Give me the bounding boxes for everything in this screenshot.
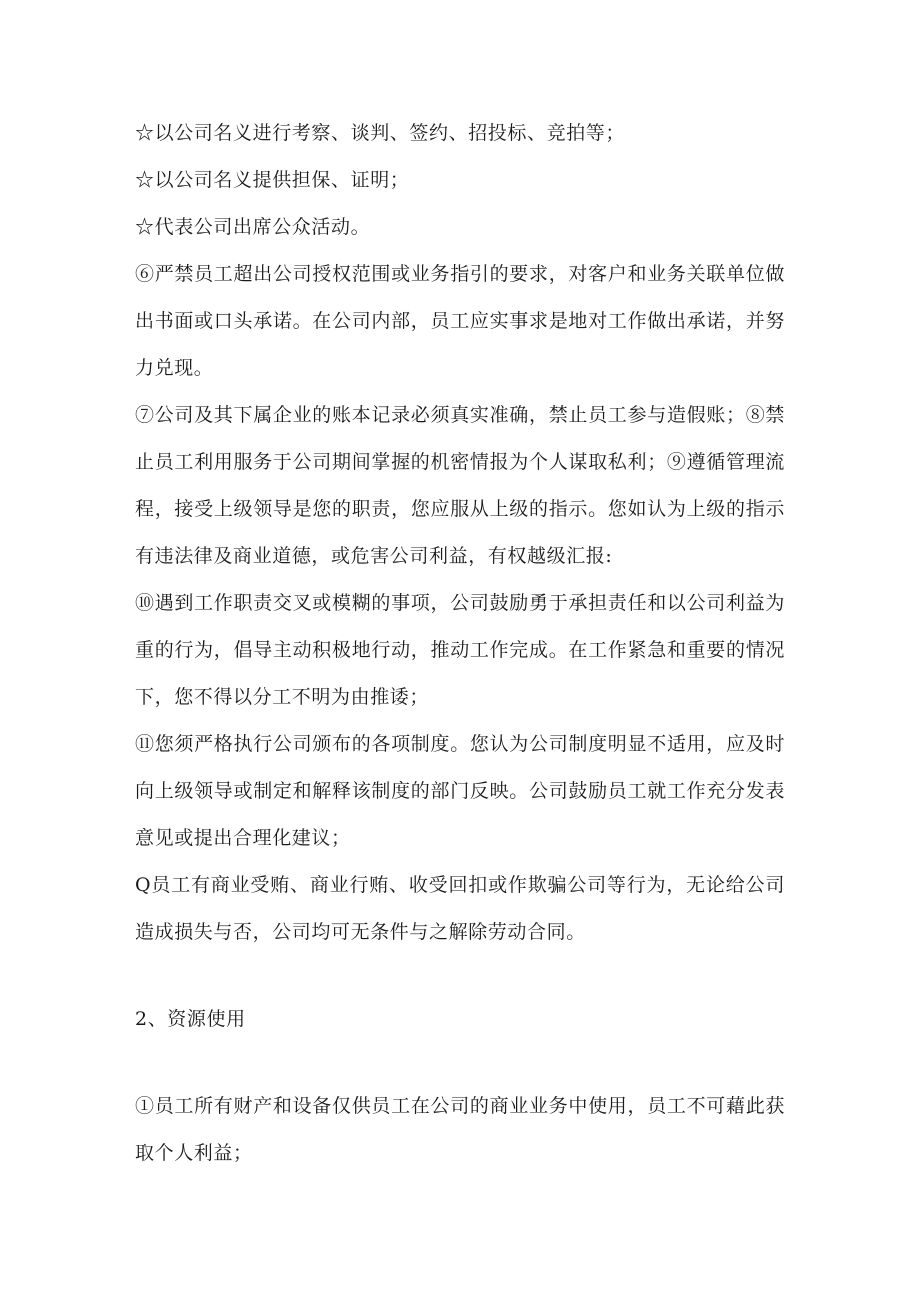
- paragraph-item-1: ☆以公司名义进行考察、谈判、签约、招投标、竞拍等；: [135, 122, 626, 144]
- paragraph-11-regulations: ⑪您须严格执行公司颁布的各项制度。您认为公司制度明显不适用，应及时向上级领导或制定和解释该制度的部门反映。公司鼓励员工就工作充分发表意见或提出合理化建议；: [135, 733, 785, 849]
- paragraph-10-responsibility: ⑩遇到工作职责交叉或模糊的事项，公司鼓励勇于承担责任和以公司利益为重的行为，倡导主动积极地行动，推动工作完成。在工作紧急和重要的情况下，您不得以分工不明为由推诿；: [135, 592, 785, 708]
- document-body: [135, 110, 785, 1177]
- paragraph-7-9-records-and-management: ⑦公司及其下属企业的账本记录必须真实准确，禁止员工参与造假账；⑧禁止员工利用服务于公司期间掌握的机密情报为个人谋取私利；⑨遵循管理流程，接受上级领导是您的职责，您应服从上级的指示。您如认为上级的指示有违法律及商业道德，或危害公司利益，有权越级汇报:: [135, 404, 785, 567]
- section-heading-resource-use: 2、资源使用: [135, 1008, 246, 1030]
- paragraph-item-3: ☆代表公司出席公众活动。: [135, 216, 371, 238]
- paragraph-bribery-policy: Q员工有商业受贿、商业行贿、收受回扣或作欺骗公司等行为，无论给公司造成损失与否，公司均可无条件与之解除劳动合同。: [135, 874, 785, 943]
- paragraph-item-2: ☆以公司名义提供担保、证明；: [135, 169, 410, 191]
- paragraph-1-property-use: ①员工所有财产和设备仅供员工在公司的商业业务中使用，员工不可藉此获取个人利益；: [135, 1095, 785, 1164]
- paragraph-6-commitments: ⑥严禁员工超出公司授权范围或业务指引的要求，对客户和业务关联单位做出书面或口头承诺。在公司内部，员工应实事求是地对工作做出承诺，并努力兑现。: [135, 263, 785, 379]
